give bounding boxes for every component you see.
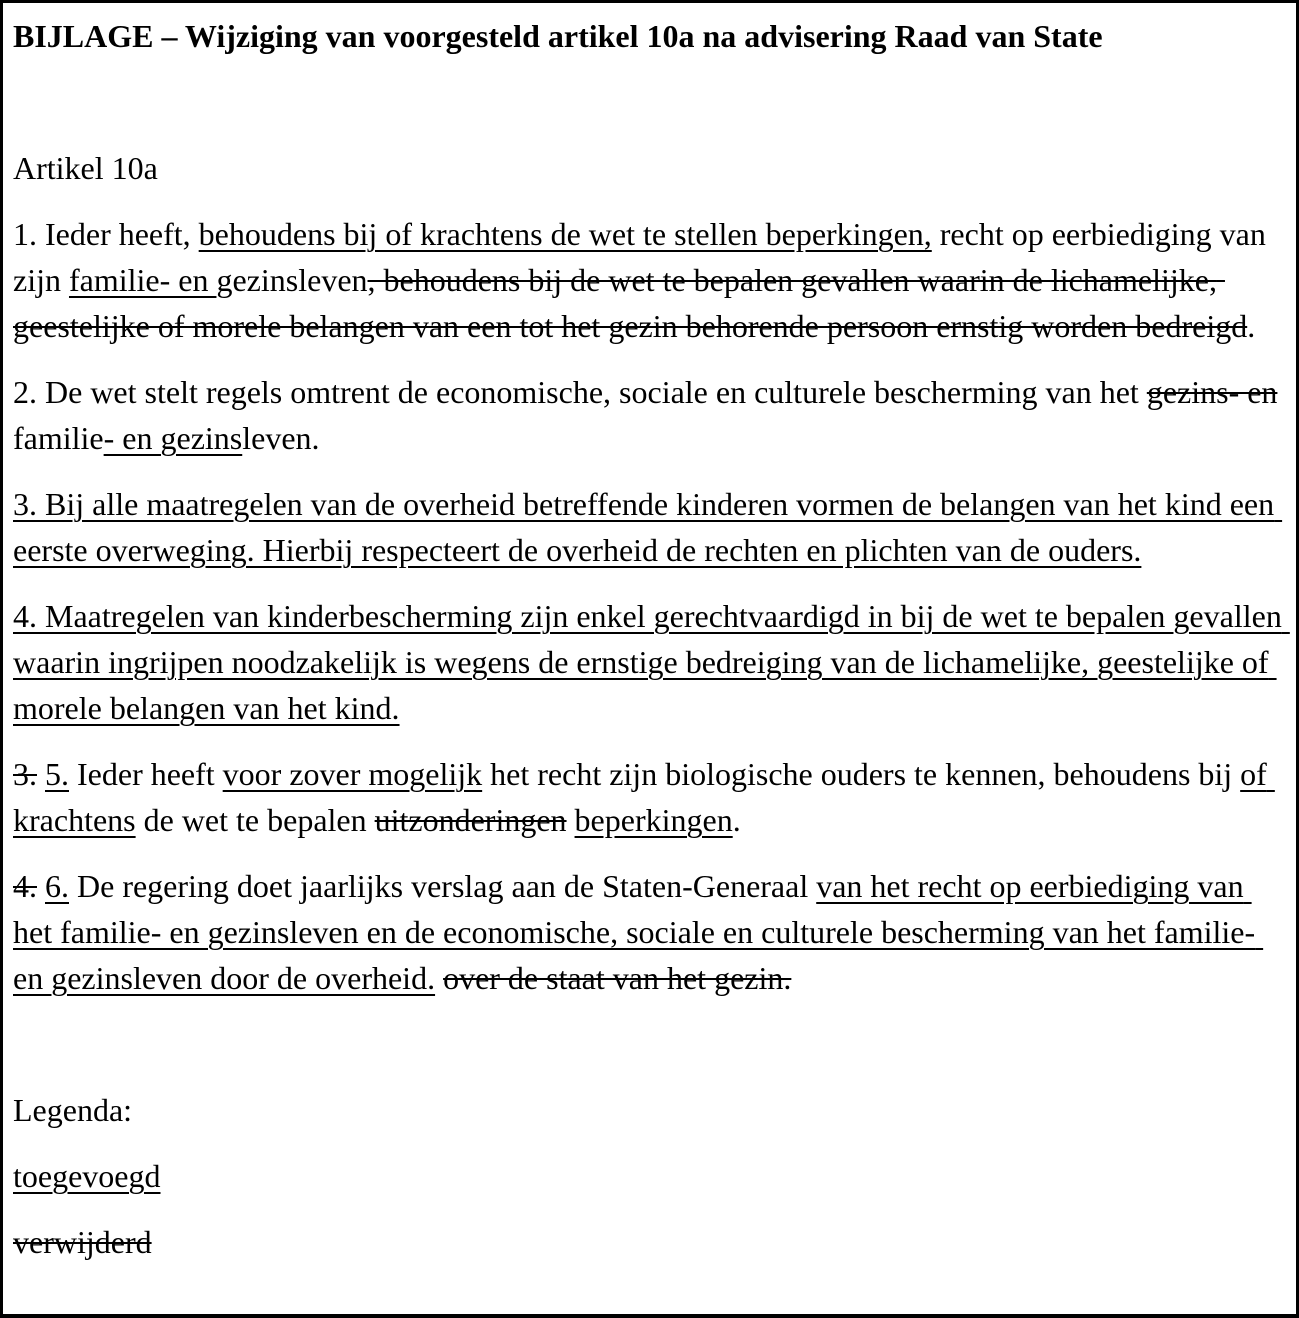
deleted-text: gezins- en — [1146, 374, 1278, 410]
text-run — [435, 960, 443, 996]
text-run: De regering doet jaarlijks verslag aan de Staten-Generaal — [69, 868, 817, 904]
inserted-text: voor zover mogelijk — [222, 756, 483, 792]
text-run: recht op eerbiediging van zijn — [13, 216, 1274, 298]
legend-heading: Legenda: — [13, 1092, 133, 1128]
text-run: 1. Ieder heeft, — [13, 216, 199, 252]
inserted-text: - en gezins — [103, 420, 243, 456]
text-run: familie — [13, 374, 1286, 456]
article-paragraph-5 — [13, 751, 1288, 843]
blank-line — [13, 79, 1288, 145]
deleted-text: 4. — [13, 868, 37, 904]
legend-removed-label: verwijderd — [13, 1224, 152, 1260]
deleted-text: 3. — [13, 756, 37, 792]
article-paragraph-3 — [13, 481, 1288, 573]
inserted-text: 6. — [45, 868, 69, 904]
text-run: 2. De wet stelt regels omtrent de economische, sociale en culturele bescherming van het — [13, 374, 1147, 410]
document-title: BIJLAGE – Wijziging van voorgesteld artikel 10a na advisering Raad van State — [13, 18, 1103, 54]
text-run — [567, 802, 575, 838]
article-paragraph-4 — [13, 593, 1288, 731]
deleted-text: , behoudens bij de wet te bepalen gevallen waarin de lichamelijke, geestelijke of morele belangen van een tot het gezin behorende persoon ernstig worden bedreigd — [13, 262, 1248, 344]
inserted-text: 4. Maatregelen van kinderbescherming zijn enkel gerechtvaardigd in bij de wet te bepalen gevallen waarin ingrijpen noodzakelijk is wegens de ernstige bedreiging van de lichamelijke, geestelijke of morele belangen van het kind. — [13, 598, 1290, 726]
text-run — [37, 756, 45, 792]
article-paragraph-2 — [13, 369, 1288, 461]
inserted-text: 5. — [45, 756, 69, 792]
inserted-text: van het recht op eerbiediging van het familie- en gezinsleven en de economische, sociale en culturele bescherming van het familie- en gezinsleven door de overheid. — [13, 868, 1264, 996]
inserted-text: 3. Bij alle maatregelen van de overheid betreffende kinderen vormen de belangen van het kind een eerste overweging. Hierbij respecteert de overheid de rechten en plichten van de ouders. — [13, 486, 1283, 568]
deleted-text: uitzonderingen — [374, 802, 567, 838]
inserted-text: familie- en — [68, 262, 217, 298]
text-run — [37, 868, 45, 904]
legend-added-row — [13, 1153, 1288, 1199]
article-paragraph-1 — [13, 211, 1288, 349]
blank-line — [13, 1021, 1288, 1087]
inserted-text: behoudens bij of krachtens de wet te stellen beperkingen, — [198, 216, 932, 252]
text-run: . — [1247, 308, 1256, 344]
text-run: de wet te bepalen — [135, 802, 375, 838]
text-run: Ieder heeft — [69, 756, 223, 792]
text-run: het recht zijn biologische ouders te kennen, behoudens bij — [482, 756, 1241, 792]
text-run: leven. — [242, 420, 320, 456]
deleted-text: over de staat van het gezin. — [443, 960, 792, 996]
text-run: . — [732, 802, 741, 838]
inserted-text: beperkingen — [574, 802, 733, 838]
inserted-text: of krachtens — [13, 756, 1275, 838]
text-run: gezinsleven — [216, 262, 368, 298]
article-body — [13, 211, 1288, 1001]
legend-added-label: toegevoegd — [13, 1158, 161, 1194]
legend-removed-row — [13, 1219, 1288, 1265]
article-heading: Artikel 10a — [13, 150, 158, 186]
article-paragraph-6 — [13, 863, 1288, 1001]
